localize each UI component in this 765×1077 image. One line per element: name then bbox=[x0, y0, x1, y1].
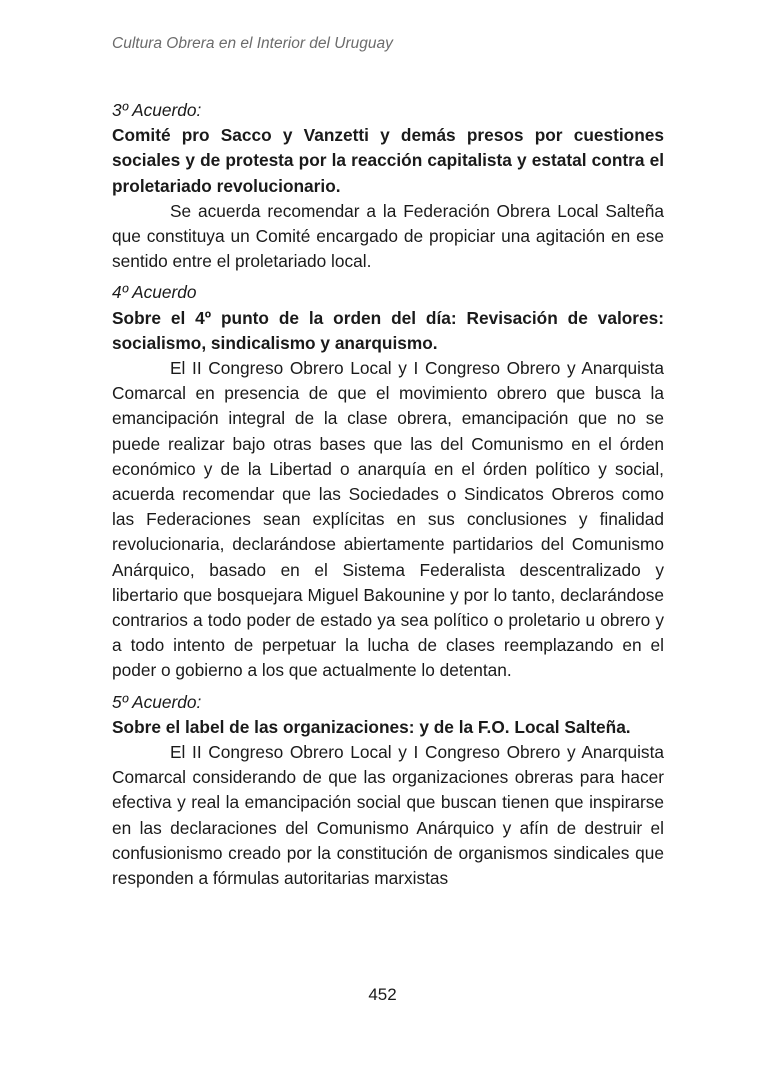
paragraph: Se acuerda recomendar a la Federación Obrera Local Salteña que constituya un Comité encargado de propiciar una agitación en ese sentido entre el proletariado local. bbox=[112, 200, 664, 272]
running-head: Cultura Obrera en el Interior del Uruguay bbox=[112, 35, 393, 52]
paragraph: El II Congreso Obrero Local y I Congreso Obrero y Anarquista Comarcal considerando de que las organizaciones obreras para hacer efectiva y real la emancipación social que buscan tienen que inspirarse en las declaraciones del Comunismo Anárquico y afín de destruir el confusionismo creado por la constitución de organismos sindicales que responden a fórmulas autoritarias marxistas bbox=[112, 742, 664, 889]
page-number: 452 bbox=[368, 985, 397, 1004]
section-heading: Sobre el 4º punto de la orden del día: Revisación de valores: socialismo, sindicalismo y anarquismo. bbox=[112, 307, 664, 353]
section-label: 5º Acuerdo: bbox=[112, 691, 202, 712]
page-body bbox=[112, 98, 664, 891]
section-heading: Sobre el label de las organizaciones: y de la F.O. Local Salteña. bbox=[112, 716, 631, 737]
section-heading: Comité pro Sacco y Vanzetti y demás presos por cuestiones sociales y de protesta por la reacción capitalista y estatal contra el proletariado revolucionario. bbox=[112, 125, 664, 196]
paragraph: El II Congreso Obrero Local y I Congreso Obrero y Anarquista Comarcal en presencia de que el movimiento obrero que busca la emancipación integral de la clase obrera, emancipación que no se puede realizar bajo otras bases que las del Comunismo en el órden económico y de la Libertad o anarquía en el órden político y social, acuerda recomendar que las Sociedades o Sindicatos Obreros como las Federaciones sean explícitas en sus conclusiones y finalidad revolucionaria, declarándose abiertamente partidarios del Comunismo Anárquico, basado en el Sistema Federalista descentralizado y libertario que bosquejara Miguel Bakounine y por lo tanto, declarándose contrarios a todo poder de estado ya sea político o proletario u obrero y a todo intento de perpetuar la lucha de clases reemplazando en el poder o gobierno a los que actualmente lo detentan. bbox=[112, 358, 664, 681]
section-label: 4º Acuerdo bbox=[112, 282, 197, 303]
section-label: 3º Acuerdo: bbox=[112, 100, 202, 120]
